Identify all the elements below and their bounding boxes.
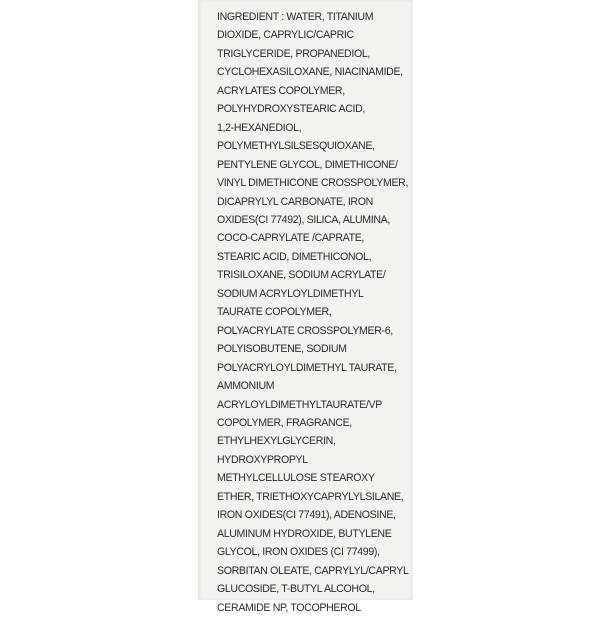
ingredient-line: PENTYLENE GLYCOL, DIMETHICONE/ (217, 158, 398, 171)
ingredient-line: METHYLCELLULOSE STEAROXY (217, 472, 375, 485)
ingredient-line: DIOXIDE, CAPRYLIC/CAPRIC (217, 29, 354, 42)
ingredient-line: AMMONIUM (217, 380, 275, 393)
ingredient-line: COPOLYMER, FRAGRANCE, (217, 416, 352, 429)
ingredient-line: POLYACRYLATE CROSSPOLYMER-6, (217, 324, 393, 337)
ingredient-line: STEARIC ACID, DIMETHICONOL, (217, 250, 372, 263)
ingredient-line: GLUCOSIDE, T-BUTYL ALCOHOL, (217, 583, 375, 596)
ingredient-line: ETHER, TRIETHOXYCAPRYLYLSILANE, (217, 490, 404, 503)
ingredient-line: CERAMIDE NP, TOCOPHEROL (217, 601, 361, 614)
ingredient-list (217, 8, 409, 617)
ingredient-line: POLYISOBUTENE, SODIUM (217, 343, 347, 356)
ingredient-line: ACRYLATES COPOLYMER, (217, 84, 345, 97)
ingredient-line: INGREDIENT : WATER, TITANIUM (217, 11, 374, 23)
ingredient-line: IRON OXIDES(CI 77491), ADENOSINE, (217, 509, 396, 522)
ingredient-line: 1,2-HEXANEDIOL, (217, 121, 302, 134)
ingredient-line: DICAPRYLYL CARBONATE, IRON (217, 195, 373, 208)
ingredient-line: POLYMETHYLSILSESQUIOXANE, (217, 140, 375, 153)
ingredient-line: CYCLOHEXASILOXANE, NIACINAMIDE, (217, 66, 403, 79)
ingredient-line: COCO-CAPRYLATE /CAPRATE, (217, 232, 365, 245)
package-label-panel (198, 0, 413, 614)
ingredient-line: ACRYLOYLDIMETHYLTAURATE/VP (217, 398, 382, 411)
ingredient-line: POLYACRYLOYLDIMETHYL TAURATE, (217, 361, 397, 374)
ingredient-line: OXIDES(CI 77492), SILICA, ALUMINA, (217, 213, 390, 226)
ingredient-line: ALUMINUM HYDROXIDE, BUTYLENE (217, 527, 392, 540)
ingredient-line: GLYCOL, IRON OXIDES (CI 77499), (217, 546, 380, 559)
ingredient-line: TAURATE COPOLYMER, (217, 306, 332, 319)
ingredient-line: TRISILOXANE, SODIUM ACRYLATE/ (217, 269, 386, 282)
ingredient-line: VINYL DIMETHICONE CROSSPOLYMER, (217, 177, 409, 190)
ingredient-line: POLYHYDROXYSTEARIC ACID, (217, 103, 365, 116)
ingredient-line: SODIUM ACRYLOYLDIMETHYL (217, 287, 364, 300)
ingredient-line: HYDROXYPROPYL (217, 453, 308, 466)
ingredient-line: ETHYLHEXYLGLYCERIN, (217, 435, 336, 448)
ingredient-line: TRIGLYCERIDE, PROPANEDIOL, (217, 47, 370, 60)
ingredient-line: SORBITAN OLEATE, CAPRYLYL/CAPRYL (217, 564, 409, 577)
